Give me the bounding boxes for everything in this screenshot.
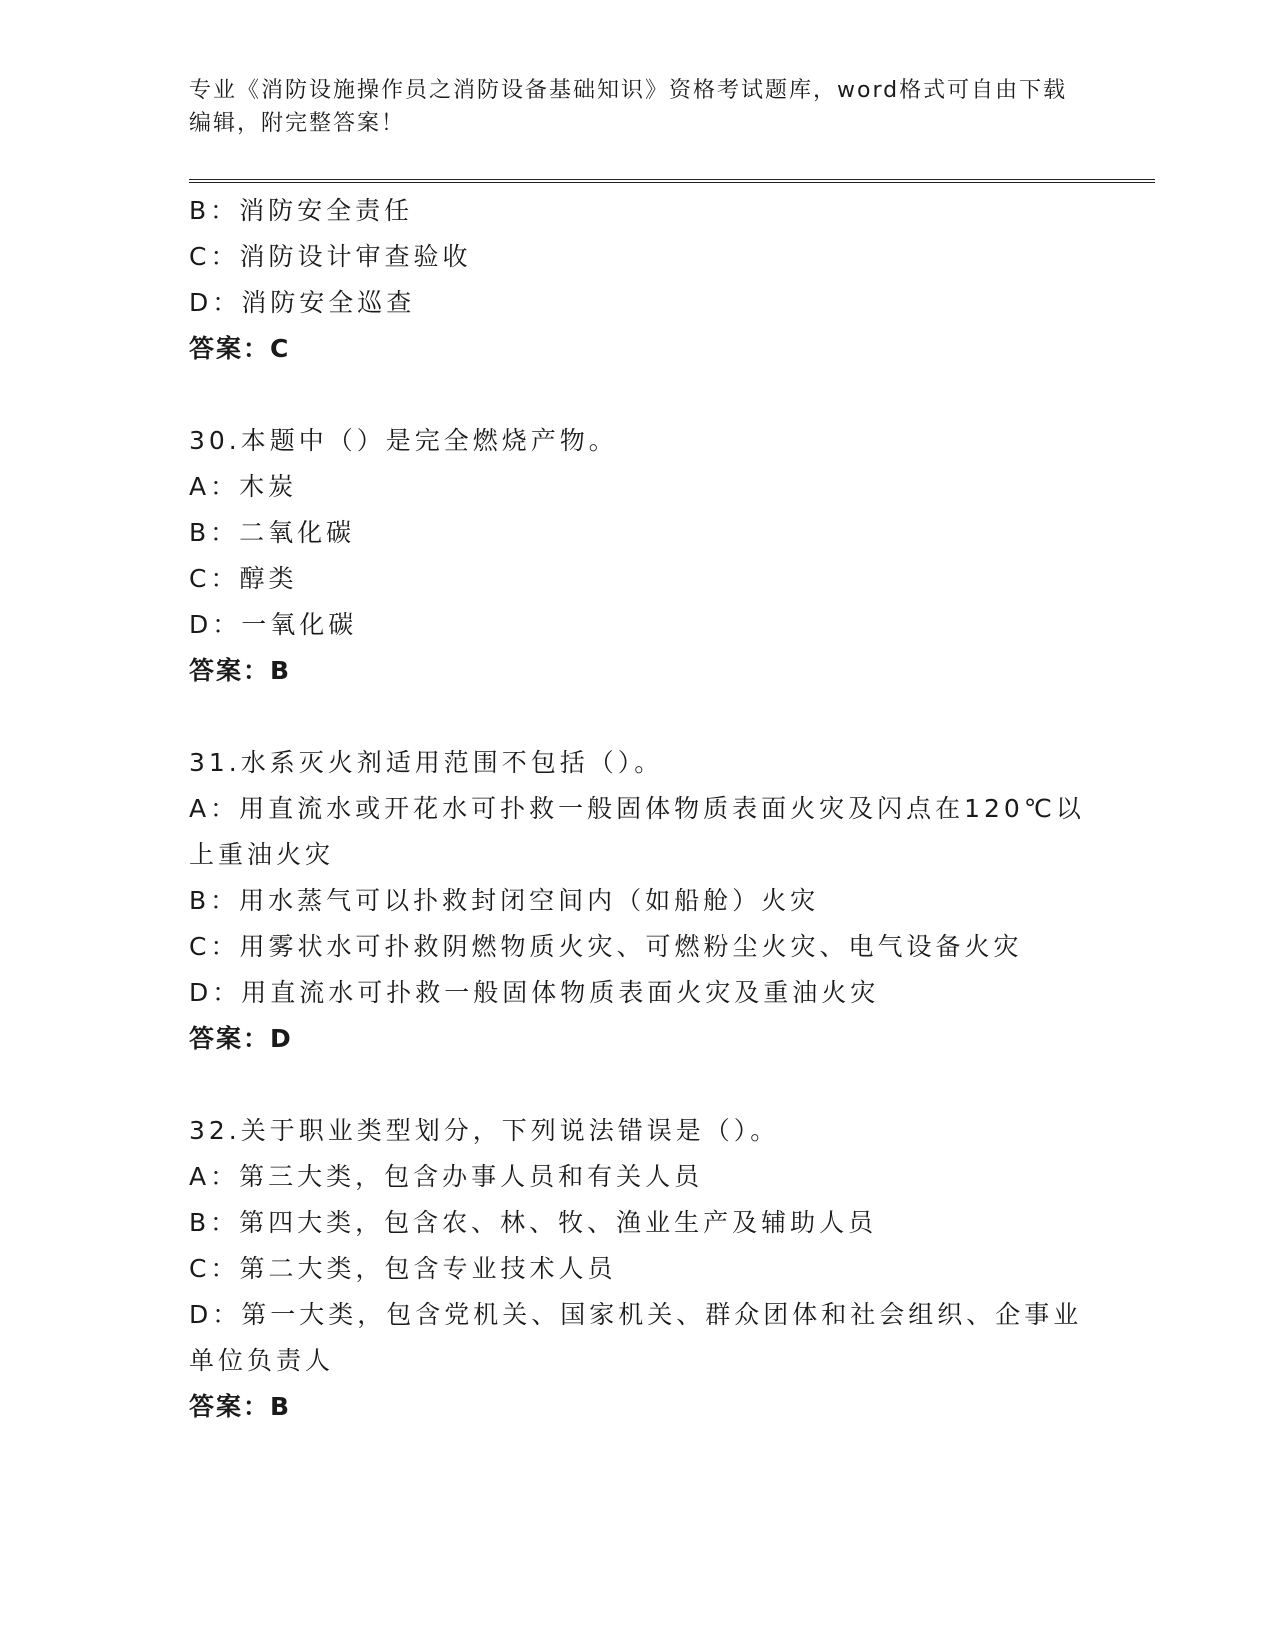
header-double-rule (189, 179, 1155, 183)
option-c: C：用雾状水可扑救阴燃物质火灾、可燃粉尘火灾、电气设备火灾 (189, 932, 1023, 961)
option-a: A：用直流水或开花水可扑救一般固体物质表面火灾及闪点在120℃以上重油火灾 (189, 794, 1085, 869)
option-d: D：消防安全巡查 (189, 288, 416, 317)
option-c: C：醇类 (189, 564, 298, 593)
question-32 (189, 1108, 1109, 1430)
answer-line: 答案：D (189, 1024, 293, 1053)
question-stem: 32.关于职业类型划分，下列说法错误是（）。 (189, 1116, 780, 1145)
question-30 (189, 418, 1109, 694)
question-stem: 31.水系灭火剂适用范围不包括（）。 (189, 748, 664, 777)
option-a: A：木炭 (189, 472, 298, 501)
option-a: A：第三大类，包含办事人员和有关人员 (189, 1162, 704, 1191)
answer-line: 答案：C (189, 334, 291, 363)
option-d: D：用直流水可扑救一般固体物质表面火灾及重油火灾 (189, 978, 880, 1007)
option-d: D：第一大类，包含党机关、国家机关、群众团体和社会组织、企事业单位负责人 (189, 1300, 1083, 1375)
partial-question-29 (189, 188, 1109, 372)
answer-line: 答案：B (189, 1392, 292, 1421)
option-b: B：二氧化碳 (189, 518, 356, 547)
answer-line: 答案：B (189, 656, 292, 685)
question-31 (189, 740, 1109, 1062)
option-c: C：第二大类，包含专业技术人员 (189, 1254, 617, 1283)
document-header: 专业《消防设施操作员之消防设备基础知识》资格考试题库，word格式可自由下载编辑，附完整答案！ (189, 78, 1068, 136)
option-d: D：一氧化碳 (189, 610, 358, 639)
document-body (189, 188, 1109, 1476)
question-stem: 30.本题中（）是完全燃烧产物。 (189, 426, 618, 455)
option-c: C：消防设计审查验收 (189, 242, 472, 271)
option-b: B：用水蒸气可以扑救封闭空间内（如船舱）火灾 (189, 886, 820, 915)
option-b: B：第四大类，包含农、林、牧、渔业生产及辅助人员 (189, 1208, 878, 1237)
option-b: B：消防安全责任 (189, 196, 414, 225)
